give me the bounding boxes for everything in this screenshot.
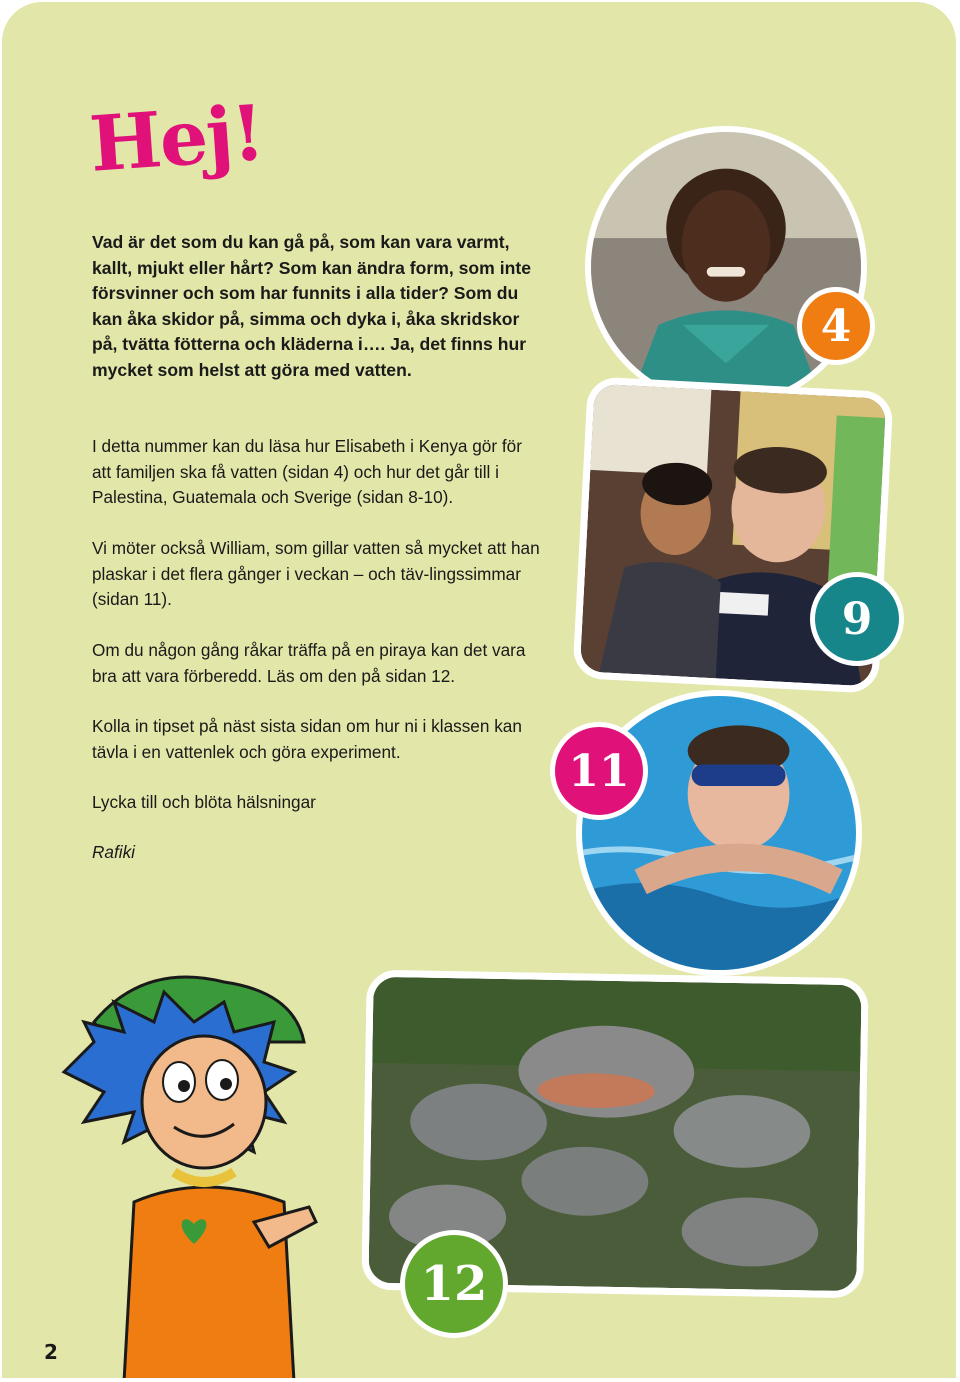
- photo-kenya-girl: [585, 126, 867, 408]
- page-title: Hej!: [86, 88, 266, 189]
- page-badge-12: 12: [400, 1230, 508, 1338]
- paragraph-5: Lycka till och blöta hälsningar: [92, 792, 316, 812]
- paragraph-4: Kolla in tipset på näst sista sidan om hur ni i klassen kan tävla i en vattenlek och göra experiment.: [92, 716, 522, 762]
- page: [2, 2, 956, 1378]
- page-number: 2: [44, 1340, 58, 1364]
- paragraph-3: Om du någon gång råkar träffa på en piraya kan det vara bra att vara förberedd. Läs om den på sidan 12.: [92, 640, 526, 686]
- page-badge-9: 9: [810, 572, 904, 666]
- intro-paragraph: Vad är det som du kan gå på, som kan vara varmt, kallt, mjukt eller hårt? Som kan ändra form, som inte försvinner och som har funnits i alla tider? Som du kan åka skidor på, simma och dyka i, åka skridskor på, tvätta fötterna och kläderna i…. Ja, det finns hur mycket som helst att göra med vatten.: [92, 232, 531, 380]
- paragraph-2: Vi möter också William, som gillar vatten så mycket att han plaskar i det flera gånger i veckan – och täv-lingssimmar (sidan 11).: [92, 538, 540, 609]
- paragraph-1: I detta nummer kan du läsa hur Elisabeth i Kenya gör för att familjen ska få vatten (sidan 4) och hur det går till i Palestina, Guatemala och Sverige (sidan 8-10).: [92, 436, 522, 507]
- rafiki-mascot-illustration: [54, 962, 324, 1378]
- page-badge-4: 4: [797, 287, 875, 365]
- page-badge-11: 11: [550, 722, 648, 820]
- signature: Rafiki: [92, 842, 135, 862]
